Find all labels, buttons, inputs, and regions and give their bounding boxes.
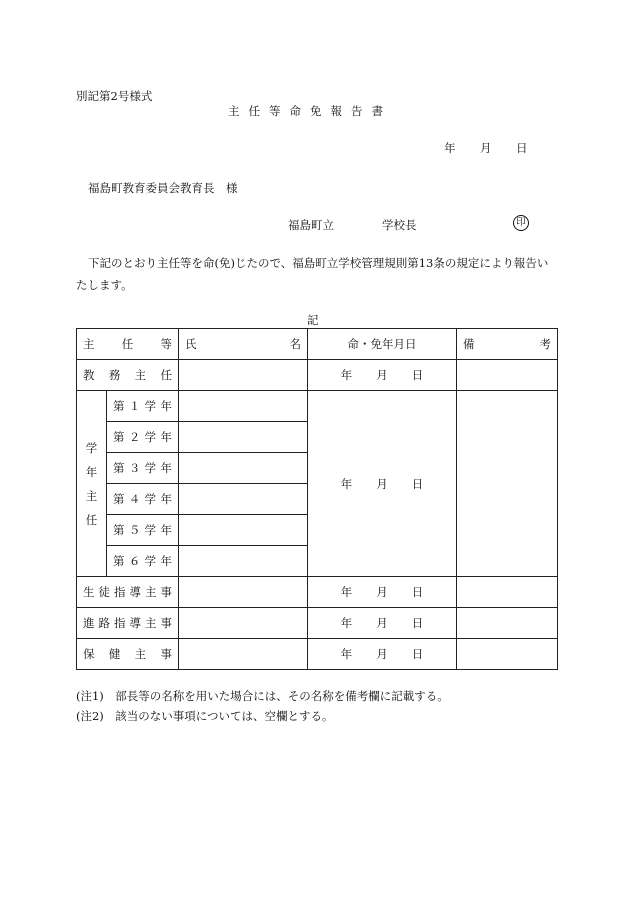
addressee: 福島町教育委員会教育長 様	[88, 181, 238, 195]
name-cell[interactable]	[179, 422, 308, 453]
form-id: 別記第2号様式	[76, 89, 153, 103]
remarks-cell-gakunen[interactable]	[457, 391, 558, 577]
header-remarks	[457, 329, 558, 360]
header-date: 命・免年月日	[308, 329, 457, 360]
row-label-hoken: 保健主事	[77, 639, 179, 670]
table-row	[77, 391, 558, 422]
appointment-table	[76, 328, 558, 670]
table-row	[77, 577, 558, 608]
name-cell[interactable]	[179, 577, 308, 608]
school-principal-line	[288, 217, 417, 233]
header-remarks-a: 備	[463, 337, 475, 351]
ki-heading: 記	[307, 313, 319, 327]
remarks-cell[interactable]	[457, 577, 558, 608]
date-cell[interactable]: 年 月 日	[308, 577, 457, 608]
date-day-label: 日	[516, 141, 528, 155]
principal-label: 学校長	[382, 218, 417, 232]
school-prefix: 福島町立	[288, 218, 334, 232]
date-cell[interactable]: 年 月 日	[308, 639, 457, 670]
grade-label-2: 第２学年	[107, 422, 179, 453]
grade-label-6: 第６学年	[107, 546, 179, 577]
table-header-row	[77, 329, 558, 360]
date-month-label: 月	[480, 141, 492, 155]
table-row	[77, 639, 558, 670]
name-cell[interactable]	[179, 515, 308, 546]
grade-label-4: 第４学年	[107, 484, 179, 515]
row-label-seito: 生徒指導主事	[77, 577, 179, 608]
row-label-kyomu: 教務主任	[77, 360, 179, 391]
name-cell[interactable]	[179, 453, 308, 484]
header-remarks-b: 考	[539, 337, 551, 351]
note-1: (注1) 部長等の名称を用いた場合には、その名称を備考欄に記載する。	[76, 689, 449, 703]
grade-label-1: 第１学年	[107, 391, 179, 422]
report-date	[444, 140, 528, 156]
remarks-cell[interactable]	[457, 360, 558, 391]
name-cell[interactable]	[179, 360, 308, 391]
name-cell[interactable]	[179, 639, 308, 670]
remarks-cell[interactable]	[457, 639, 558, 670]
row-label-gakunen: 学 年 主 任	[77, 391, 107, 577]
grade-label-3: 第３学年	[107, 453, 179, 484]
notes	[76, 686, 449, 726]
header-name	[179, 329, 308, 360]
remarks-cell[interactable]	[457, 608, 558, 639]
name-cell[interactable]	[179, 391, 308, 422]
name-cell[interactable]	[179, 546, 308, 577]
date-cell[interactable]: 年 月 日	[308, 608, 457, 639]
row-label-shinro: 進路指導主事	[77, 608, 179, 639]
body-text: 下記のとおり主任等を命(免)じたので、福島町立学校管理規則第13条の規定により報告いたします。	[76, 256, 549, 292]
document-title: 主任等命免報告書	[228, 104, 392, 118]
table-row	[77, 608, 558, 639]
note-2: (注2) 該当のない事項については、空欄とする。	[76, 709, 334, 723]
seal-mark: 印	[513, 215, 529, 231]
grade-label-5: 第５学年	[107, 515, 179, 546]
header-position: 主任等	[77, 329, 179, 360]
date-cell[interactable]: 年 月 日	[308, 360, 457, 391]
name-cell[interactable]	[179, 484, 308, 515]
header-name-b: 名	[289, 337, 301, 351]
table-row	[77, 360, 558, 391]
date-cell-gakunen[interactable]: 年 月 日	[308, 391, 457, 577]
name-cell[interactable]	[179, 608, 308, 639]
header-name-a: 氏	[185, 337, 197, 351]
date-year-label: 年	[444, 141, 456, 155]
